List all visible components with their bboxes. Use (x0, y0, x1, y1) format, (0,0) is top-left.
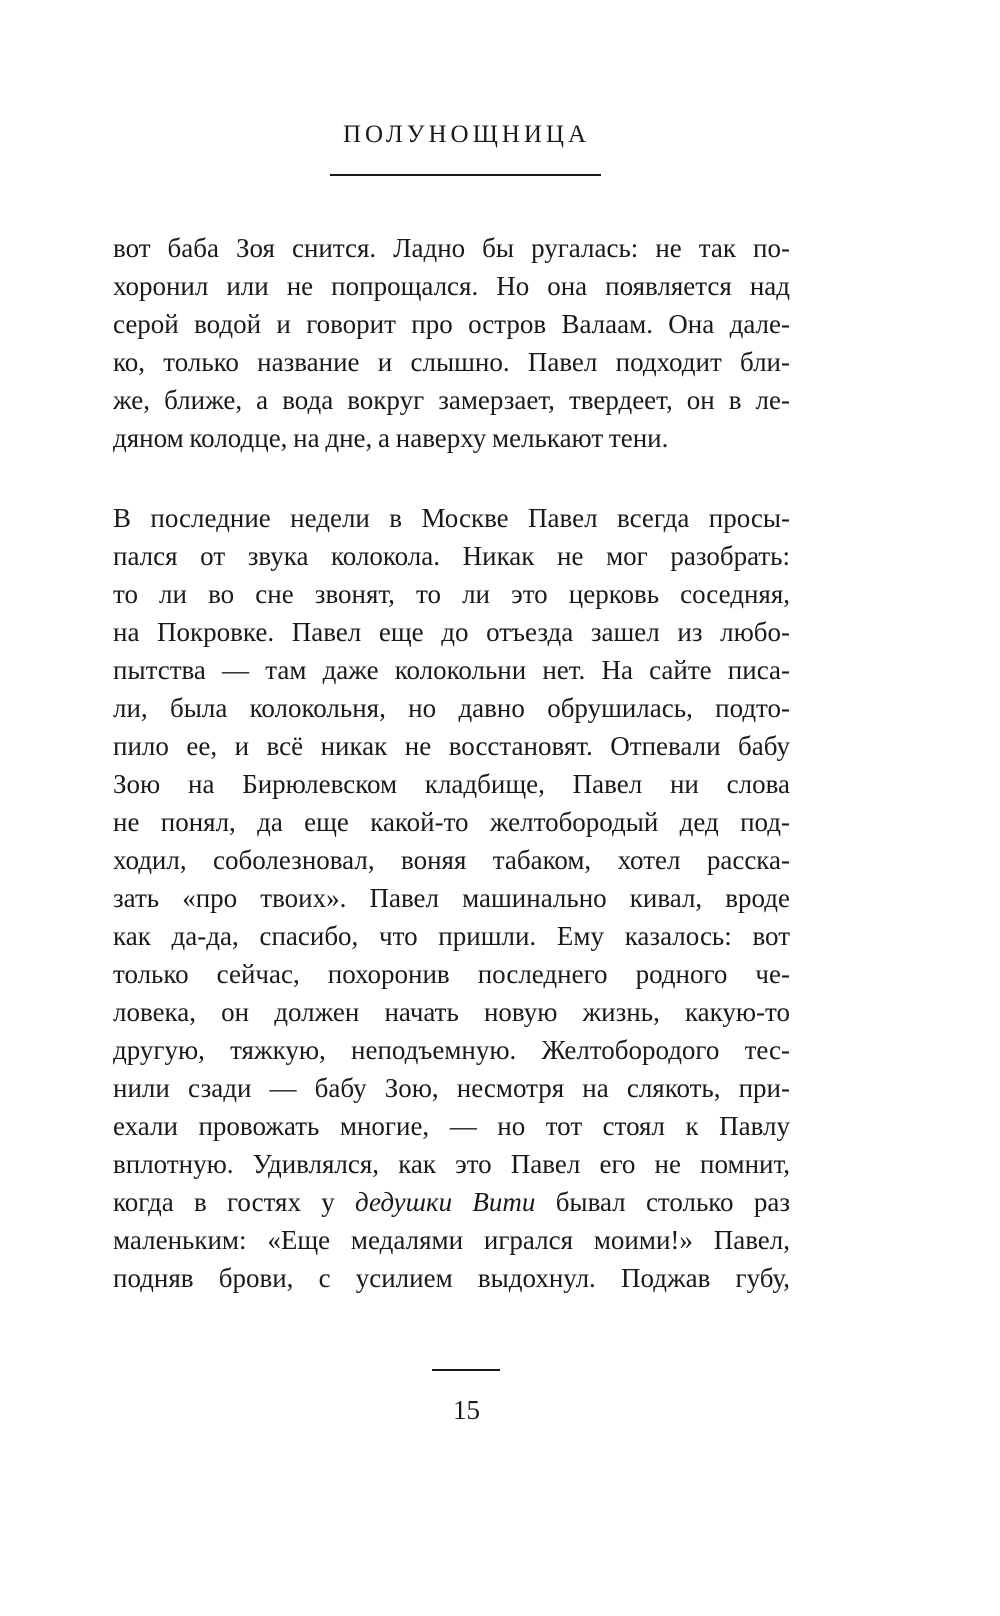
paragraph (113, 229, 790, 457)
footer-divider-rule (432, 1369, 500, 1371)
text-line: ехали провожать многие, — но тот стоял к Павлу (113, 1111, 790, 1141)
text-line: не понял, да еще какой-то желтобородый дед под- (113, 807, 790, 837)
text-line: ловека, он должен начать новую жизнь, какую-то (113, 997, 790, 1027)
text-line: серой водой и говорит про остров Валаам. Она дале- (113, 309, 790, 339)
text-line: нили сзади — бабу Зою, несмотря на слякоть, при- (113, 1073, 790, 1103)
text-line: же, ближе, а вода вокруг замерзает, твердеет, он в ле- (113, 385, 790, 415)
text-line: на Покровке. Павел еще до отъезда зашел из любо- (113, 617, 790, 647)
running-title: ПОЛУНОЩНИЦА (342, 121, 591, 148)
text-line: ходил, соболезновал, воняя табаком, хотел расска- (113, 845, 790, 875)
text-line: пался от звука колокола. Никак не мог разобрать: (113, 541, 790, 571)
text-line: другую, тяжкую, неподъемную. Желтобородого тес- (113, 1035, 790, 1065)
paragraph (113, 499, 790, 1297)
text-line: маленьким: «Еще медалями игрался моими!» Павел, (113, 1225, 790, 1255)
text-line: хоронил или не попрощался. Но она появляется над (113, 271, 790, 301)
text-line: вплотную. Удивлялся, как это Павел его не помнит, (113, 1149, 790, 1179)
page-number: 15 (453, 1395, 480, 1425)
text-line: дяном колодце, на дне, а наверху мелькают тени. (113, 423, 669, 453)
text-line: ко, только название и слышно. Павел подходит бли- (113, 347, 790, 377)
text-line: вот баба Зоя снится. Ладно бы ругалась: не так по- (113, 233, 790, 263)
text-line: только сейчас, похоронив последнего родного че- (113, 959, 790, 989)
text-line: то ли во сне звонят, то ли это церковь соседняя, (113, 579, 790, 609)
text-line: ли, была колокольня, но давно обрушилась, подто- (113, 693, 790, 723)
text-line: подняв брови, с усилием выдохнул. Поджав губу, (113, 1263, 790, 1293)
text-line: пило ее, и всё никак не восстановят. Отпевали бабу (113, 731, 790, 761)
text-line: Зою на Бирюлевском кладбище, Павел ни слова (113, 769, 790, 799)
header-divider-rule (330, 174, 601, 176)
text-line: В последние недели в Москве Павел всегда просы- (113, 503, 790, 533)
text-line: зать «про твоих». Павел машинально кивал, вроде (113, 883, 790, 913)
text-block (113, 229, 790, 1297)
text-line: когда в гостях у дедушки Вити бывал столько раз (113, 1187, 790, 1217)
italic-text: дедушки Вити (355, 1187, 536, 1217)
text-line: пытства — там даже колокольни нет. На сайте писа- (113, 655, 790, 685)
text-line: как да-да, спасибо, что пришли. Ему казалось: вот (113, 921, 790, 951)
